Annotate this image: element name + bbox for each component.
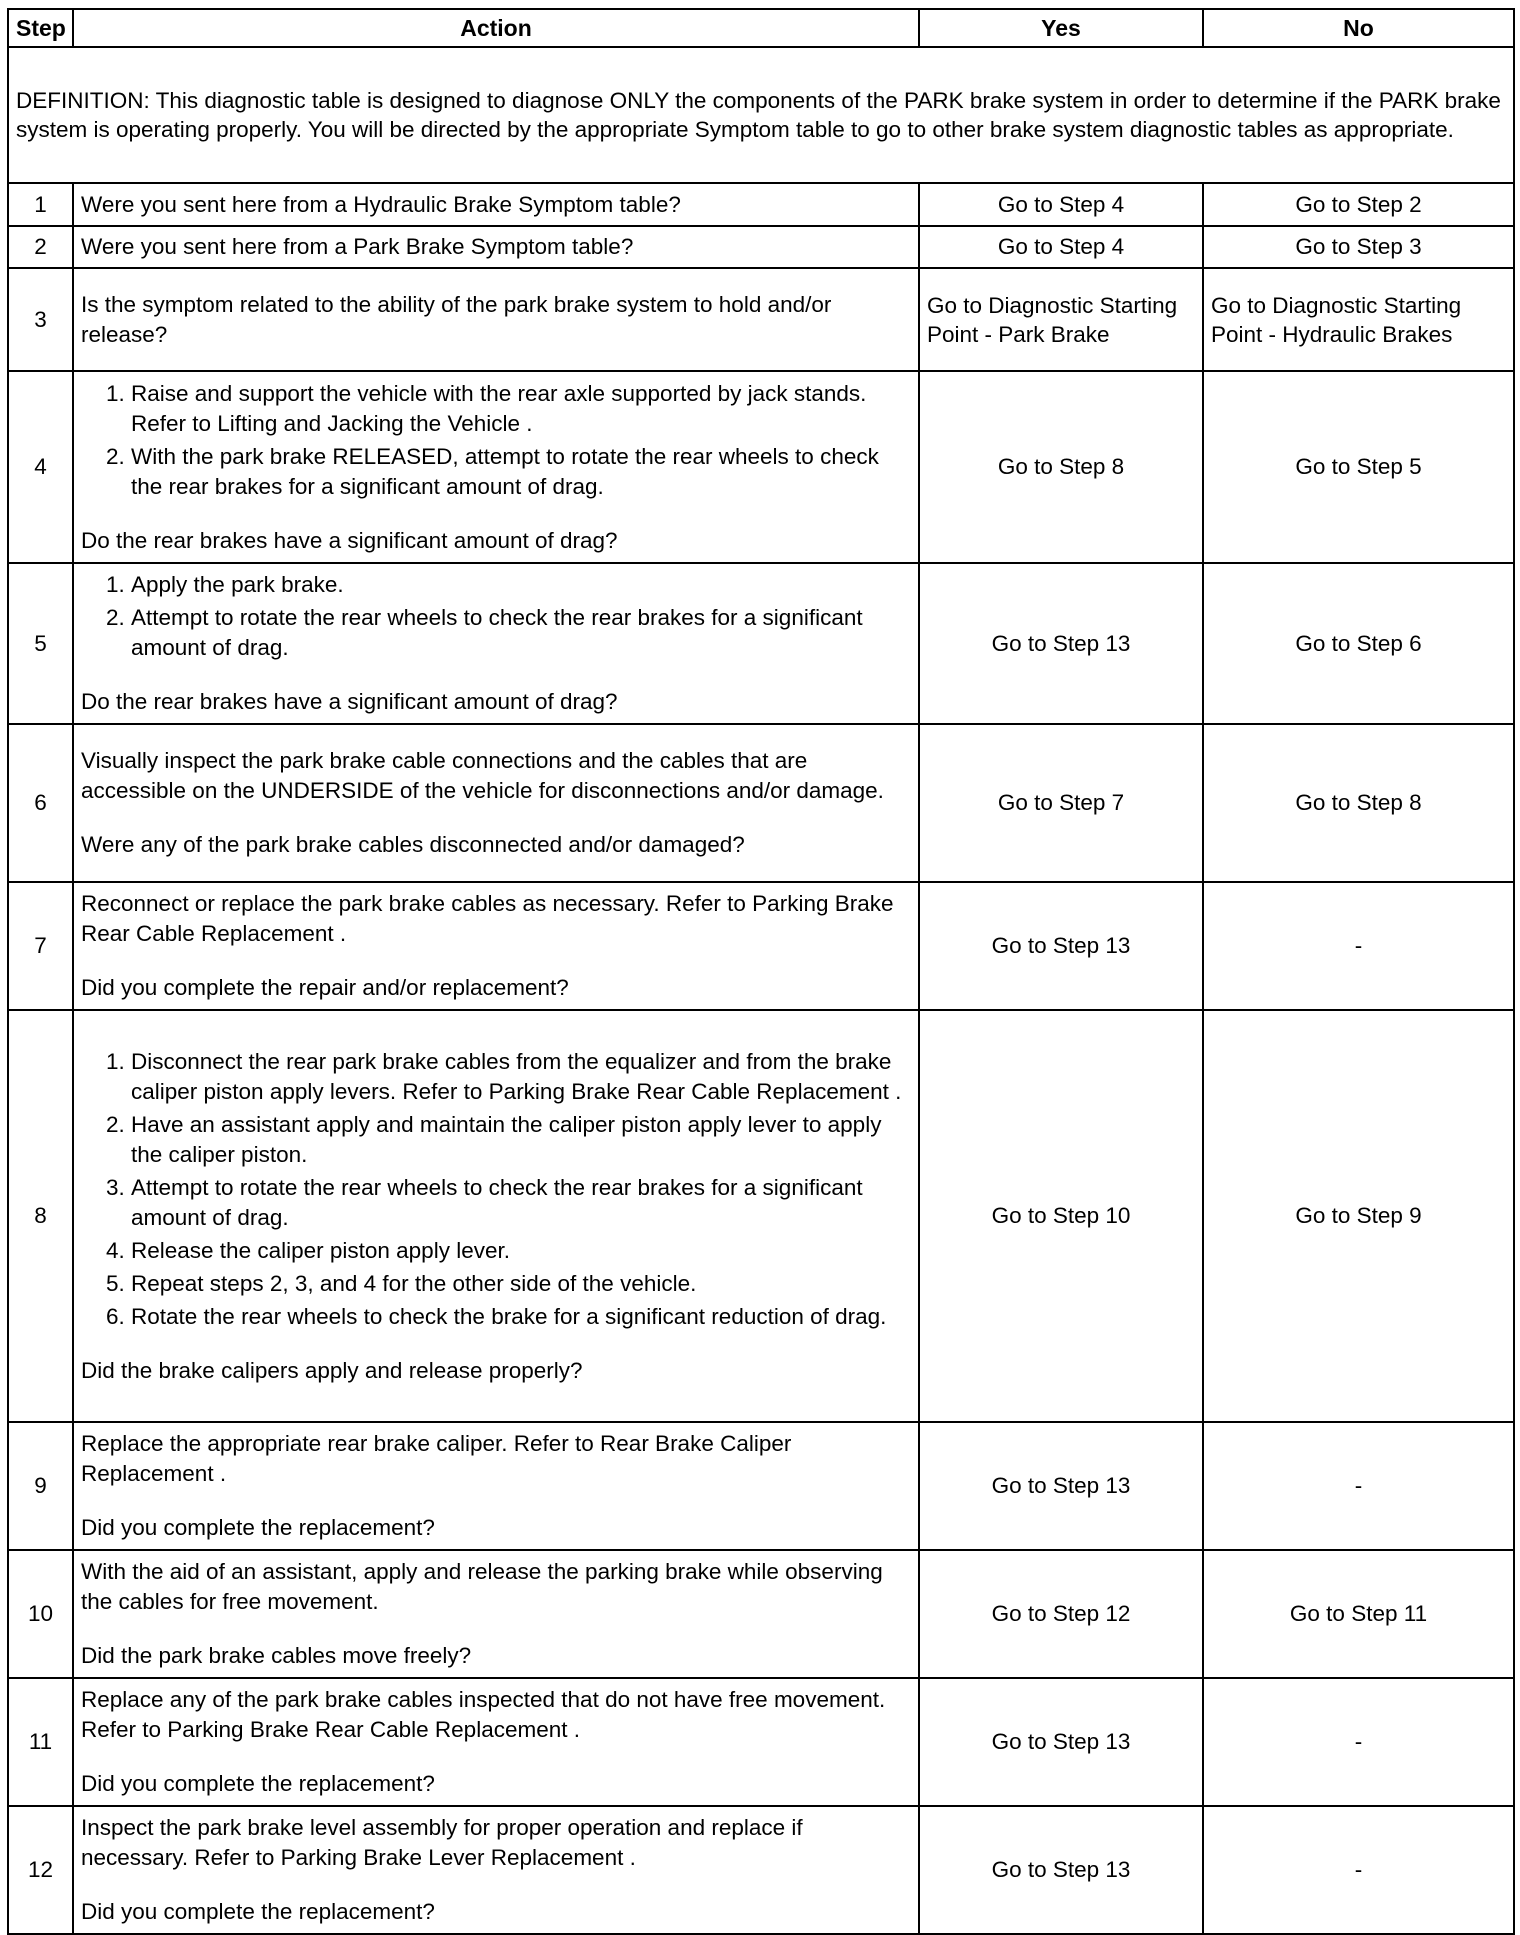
no-cell: Go to Step 8 (1203, 724, 1514, 882)
step-number: 4 (8, 371, 73, 563)
action-cell (73, 371, 919, 563)
yes-cell: Go to Step 7 (919, 724, 1203, 882)
instruction-item: 6. Rotate the rear wheels to check the brake for a significant reduction of drag. (131, 1302, 911, 1332)
yes-cell: Go to Step 13 (919, 882, 1203, 1010)
table-row (8, 1010, 1514, 1422)
table-row (8, 371, 1514, 563)
definition-text: DEFINITION: This diagnostic table is designed to diagnose ONLY the components of the PARK brake system in order to determine if the PARK brake system is operating properly. You will be directed by the appropriate Symptom table to go to other brake system diagnostic tables as appropriate. (8, 47, 1514, 183)
definition-row (8, 47, 1514, 183)
no-cell: Go to Step 9 (1203, 1010, 1514, 1422)
yes-cell: Go to Step 4 (919, 226, 1203, 268)
header-no: No (1203, 9, 1514, 47)
question-text: Do the rear brakes have a significant amount of drag? (81, 527, 618, 553)
action-cell: Were you sent here from a Hydraulic Brake Symptom table? (73, 183, 919, 226)
step-number: 10 (8, 1550, 73, 1678)
no-cell: - (1203, 1422, 1514, 1550)
step-number: 1 (8, 183, 73, 226)
no-cell: Go to Step 2 (1203, 183, 1514, 226)
action-cell (73, 724, 919, 882)
instruction-item: 1. Apply the park brake. (131, 570, 911, 600)
action-cell (73, 1010, 919, 1422)
table-row (8, 1422, 1514, 1550)
header-row (8, 9, 1514, 47)
table-row (8, 1806, 1514, 1934)
action-cell (73, 1806, 919, 1934)
table-row (8, 724, 1514, 882)
header-action: Action (73, 9, 919, 47)
instruction-list (81, 570, 911, 663)
step-number: 8 (8, 1010, 73, 1422)
step-number: 2 (8, 226, 73, 268)
question-text: Did you complete the replacement? (81, 1771, 435, 1796)
question-text: Were any of the park brake cables disconnected and/or damaged? (81, 832, 745, 857)
instruction-list (81, 1047, 911, 1332)
table-row (8, 183, 1514, 226)
instruction-list (81, 379, 911, 502)
step-number: 5 (8, 563, 73, 724)
action-cell (73, 1678, 919, 1806)
instruction-item: 2. With the park brake RELEASED, attempt to rotate the rear wheels to check the rear brakes for a significant amount of drag. (131, 442, 911, 502)
no-cell: - (1203, 882, 1514, 1010)
step-number: 12 (8, 1806, 73, 1934)
action-cell (73, 563, 919, 724)
instruction-item: 4. Release the caliper piston apply lever. (131, 1236, 911, 1266)
action-text: Inspect the park brake level assembly for proper operation and replace if necessary. Refer to Parking Brake Lever Replacement . (81, 1815, 803, 1870)
instruction-item: 5. Repeat steps 2, 3, and 4 for the other side of the vehicle. (131, 1269, 911, 1299)
table-row (8, 268, 1514, 371)
table-row (8, 882, 1514, 1010)
header-yes: Yes (919, 9, 1203, 47)
yes-cell: Go to Step 10 (919, 1010, 1203, 1422)
step-number: 3 (8, 268, 73, 371)
table-row (8, 1550, 1514, 1678)
question-text: Did you complete the replacement? (81, 1899, 435, 1924)
yes-cell: Go to Step 13 (919, 1806, 1203, 1934)
instruction-item: 2. Have an assistant apply and maintain the caliper piston apply lever to apply the caliper piston. (131, 1110, 911, 1170)
step-number: 11 (8, 1678, 73, 1806)
table-row (8, 1678, 1514, 1806)
yes-cell: Go to Step 13 (919, 1678, 1203, 1806)
table-row (8, 563, 1514, 724)
action-cell: Were you sent here from a Park Brake Symptom table? (73, 226, 919, 268)
yes-cell: Go to Step 4 (919, 183, 1203, 226)
action-text: With the aid of an assistant, apply and release the parking brake while observing the cables for free movement. (81, 1559, 883, 1614)
action-cell: Is the symptom related to the ability of the park brake system to hold and/or release? (73, 268, 919, 371)
no-cell: - (1203, 1806, 1514, 1934)
no-cell: Go to Step 3 (1203, 226, 1514, 268)
diagnostic-table (7, 8, 1515, 1935)
yes-cell: Go to Step 8 (919, 371, 1203, 563)
step-number: 7 (8, 882, 73, 1010)
question-text: Do the rear brakes have a significant amount of drag? (81, 689, 618, 714)
action-cell (73, 1422, 919, 1550)
question-text: Did the park brake cables move freely? (81, 1643, 472, 1668)
action-text: Replace the appropriate rear brake caliper. Refer to Rear Brake Caliper Replacement . (81, 1431, 792, 1486)
table-row (8, 226, 1514, 268)
yes-cell: Go to Step 13 (919, 1422, 1203, 1550)
step-number: 6 (8, 724, 73, 882)
action-cell (73, 882, 919, 1010)
instruction-item: 2. Attempt to rotate the rear wheels to check the rear brakes for a significant amount of drag. (131, 603, 911, 663)
header-step: Step (8, 9, 73, 47)
no-cell: Go to Step 5 (1203, 371, 1514, 563)
no-cell: Go to Step 11 (1203, 1550, 1514, 1678)
yes-cell: Go to Step 13 (919, 563, 1203, 724)
action-text: Visually inspect the park brake cable connections and the cables that are accessible on the UNDERSIDE of the vehicle for disconnections and/or damage. (81, 748, 884, 803)
no-cell: Go to Diagnostic Starting Point - Hydraulic Brakes (1203, 268, 1514, 371)
action-text: Replace any of the park brake cables inspected that do not have free movement. Refer to Parking Brake Rear Cable Replacement . (81, 1687, 886, 1742)
question-text: Did you complete the replacement? (81, 1515, 435, 1540)
step-number: 9 (8, 1422, 73, 1550)
question-text: Did you complete the repair and/or replacement? (81, 975, 569, 1000)
action-text: Reconnect or replace the park brake cables as necessary. Refer to Parking Brake Rear Cable Replacement . (81, 891, 894, 946)
instruction-item: 3. Attempt to rotate the rear wheels to check the rear brakes for a significant amount of drag. (131, 1173, 911, 1233)
question-text: Did the brake calipers apply and release properly? (81, 1357, 583, 1383)
instruction-item: 1. Raise and support the vehicle with the rear axle supported by jack stands. Refer to Lifting and Jacking the Vehicle . (131, 379, 911, 439)
yes-cell: Go to Diagnostic Starting Point - Park Brake (919, 268, 1203, 371)
yes-cell: Go to Step 12 (919, 1550, 1203, 1678)
action-cell (73, 1550, 919, 1678)
no-cell: - (1203, 1678, 1514, 1806)
no-cell: Go to Step 6 (1203, 563, 1514, 724)
instruction-item: 1. Disconnect the rear park brake cables from the equalizer and from the brake caliper piston apply levers. Refer to Parking Brake Rear Cable Replacement . (131, 1047, 911, 1107)
